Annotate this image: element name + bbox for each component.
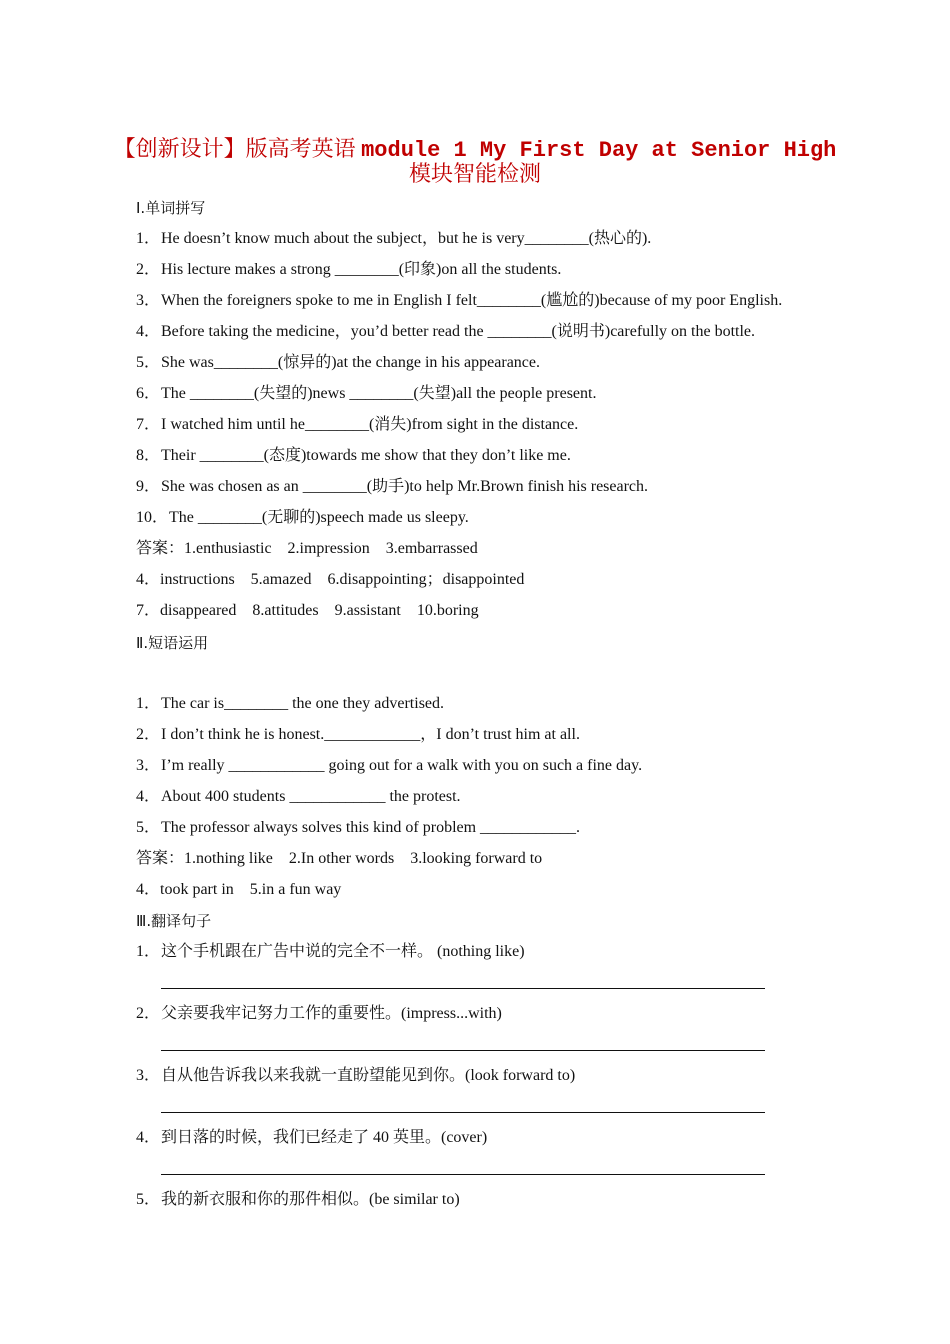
question-number: 10． xyxy=(136,509,169,526)
question-item xyxy=(136,1190,460,1210)
question-number: 6． xyxy=(136,385,161,402)
section-2-heading: Ⅱ.短语运用 xyxy=(136,634,209,652)
question-text: The ________(失望的)news ________(失望)all the people present. xyxy=(161,385,597,402)
question-item xyxy=(136,477,648,497)
question-text: Before taking the medicine，you’d better read the ________(说明书)carefully on the bottle. xyxy=(161,323,756,340)
section-3-heading: Ⅲ.翻译句子 xyxy=(136,912,212,930)
question-item xyxy=(136,260,561,280)
question-number: 3． xyxy=(136,1067,161,1084)
question-number: 2． xyxy=(136,1005,161,1022)
question-text: The car is________ the one they advertised. xyxy=(161,695,445,712)
question-item xyxy=(136,322,755,342)
section-1-heading: Ⅰ.单词拼写 xyxy=(136,199,206,217)
question-item xyxy=(136,1128,487,1148)
question-item xyxy=(136,787,461,807)
question-number: 8． xyxy=(136,447,161,464)
question-number: 1． xyxy=(136,943,161,960)
question-item xyxy=(136,291,782,311)
question-text: When the foreigners spoke to me in English I felt________(尴尬的)because of my poor English. xyxy=(161,292,783,309)
question-number: 4． xyxy=(136,788,161,805)
question-number: 4． xyxy=(136,1129,161,1146)
answer-line: 4．took part in 5.in a fun way xyxy=(136,881,342,898)
question-text: About 400 students ____________ the protest. xyxy=(161,788,461,805)
question-text: 父亲要我牢记努力工作的重要性。(impress...with) xyxy=(161,1005,502,1022)
question-item xyxy=(136,353,540,373)
question-text: The ________(无聊的)speech made us sleepy. xyxy=(169,509,469,526)
question-item xyxy=(136,229,651,249)
question-text: I don’t think he is honest.____________，I don’t trust him at all. xyxy=(161,726,580,743)
question-number: 2． xyxy=(136,261,161,278)
answer-line: 答案：1.enthusiastic 2.impression 3.embarrassed xyxy=(136,540,478,557)
answer-line: 4．instructions 5.amazed 6.disappointing；disappointed xyxy=(136,571,525,588)
question-text: The professor always solves this kind of problem ____________. xyxy=(161,819,581,836)
answer-line: 答案：1.nothing like 2.In other words 3.looking forward to xyxy=(136,850,543,867)
question-text: I watched him until he________(消失)from sight in the distance. xyxy=(161,416,579,433)
question-item xyxy=(136,756,642,776)
question-text: I’m really ____________ going out for a walk with you on such a fine day. xyxy=(161,757,643,774)
question-item xyxy=(136,725,580,745)
title-prefix: 【创新设计】版高考英语 xyxy=(113,136,362,161)
question-item xyxy=(136,415,578,435)
question-text: 我的新衣服和你的那件相似。(be similar to) xyxy=(161,1191,460,1208)
question-number: 5． xyxy=(136,819,161,836)
question-item xyxy=(136,1004,502,1024)
question-text: She was________(惊异的)at the change in his appearance. xyxy=(161,354,540,371)
question-number: 4． xyxy=(136,323,161,340)
question-item xyxy=(136,1066,575,1086)
document-title xyxy=(0,136,950,164)
question-number: 5． xyxy=(136,354,161,371)
question-number: 7． xyxy=(136,416,161,433)
question-number: 9． xyxy=(136,478,161,495)
question-item xyxy=(136,508,469,528)
question-item xyxy=(136,694,444,714)
question-text: 自从他告诉我以来我就一直盼望能见到你。(look forward to) xyxy=(161,1067,576,1084)
question-item xyxy=(136,942,525,962)
question-number: 5． xyxy=(136,1191,161,1208)
question-text: 这个手机跟在广告中说的完全不一样。 (nothing like) xyxy=(161,943,525,960)
question-number: 1． xyxy=(136,695,161,712)
question-text: She was chosen as an ________(助手)to help Mr.Brown finish his research. xyxy=(161,478,649,495)
answer-line: 7．disappeared 8.attitudes 9.assistant 10.boring xyxy=(136,602,479,619)
question-number: 3． xyxy=(136,757,161,774)
question-text: His lecture makes a strong ________(印象)on all the students. xyxy=(161,261,562,278)
question-number: 2． xyxy=(136,726,161,743)
question-item xyxy=(136,446,571,466)
question-text: He doesn’t know much about the subject，but he is very________(热心的). xyxy=(161,230,652,247)
title-english: module 1 My First Day at Senior High xyxy=(361,138,837,163)
question-number: 1． xyxy=(136,230,161,247)
question-text: 到日落的时候，我们已经走了 40 英里。(cover) xyxy=(161,1129,488,1146)
question-number: 3． xyxy=(136,292,161,309)
question-item xyxy=(136,818,580,838)
question-item xyxy=(136,384,596,404)
answer-blank-line[interactable] xyxy=(161,988,765,989)
answer-blank-line[interactable] xyxy=(161,1112,765,1113)
answer-blank-line[interactable] xyxy=(161,1050,765,1051)
answer-blank-line[interactable] xyxy=(161,1174,765,1175)
question-text: Their ________(态度)towards me show that they don’t like me. xyxy=(161,447,571,464)
document-subtitle: 模块智能检测 xyxy=(408,161,541,186)
